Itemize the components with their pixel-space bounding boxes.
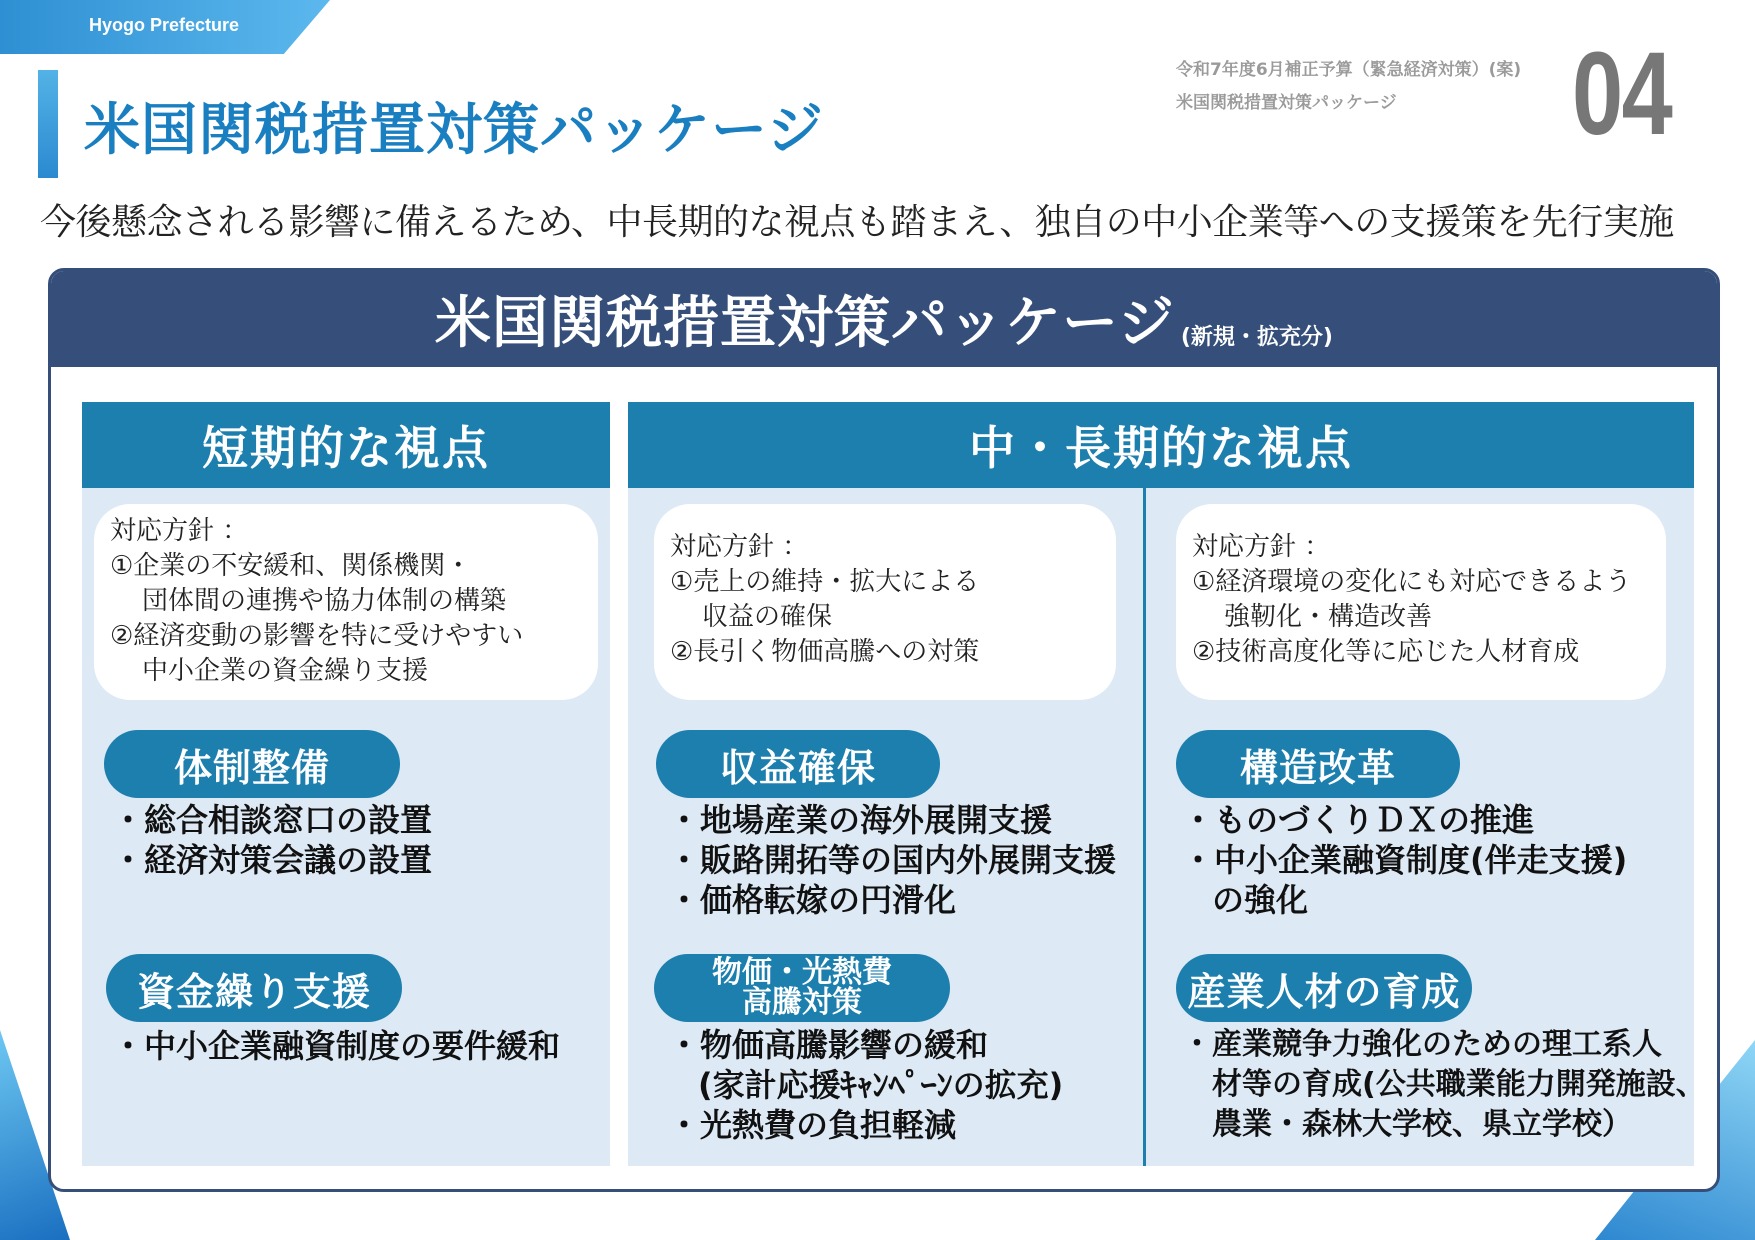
policy-line: ①経済環境の変化にも対応できるよう [1192, 567, 1632, 597]
page-subtitle: 今後懸念される影響に備えるため、中長期的な視点も踏まえ、独自の中小企業等への支援策を先行実施 [40, 202, 1674, 243]
category-pill-shueki: 収益確保 [656, 730, 940, 798]
policy-label: 対応方針 ： [1192, 532, 1331, 562]
bullet-item: ・光熱費の負担軽減 [668, 1106, 957, 1144]
bullet-item-continuation: (家計応援ｷｬﾝﾍﾟｰﾝの拡充) [698, 1066, 1064, 1104]
bullet-list-taisei [112, 800, 432, 880]
bullet-item: ・経済対策会議の設置 [112, 841, 433, 879]
meta-title-line: 米国関税措置対策パッケージ [1176, 93, 1397, 113]
policy-line: 団体間の連携や協力体制の構築 [142, 586, 507, 616]
page-number: 04 [1572, 28, 1672, 160]
policy-line: 中小企業の資金繰り支援 [142, 656, 429, 686]
category-pill-shikin: 資金繰り支援 [106, 954, 402, 1022]
policy-line: 収益の確保 [702, 602, 833, 632]
page-title: 米国関税措置対策パッケージ [84, 98, 824, 163]
bullet-item: ・販路開拓等の国内外展開支援 [668, 841, 1117, 879]
package-title: 米国関税措置対策パッケージ [434, 291, 1175, 356]
bullet-item-continuation: 農業・森林大学校、県立学校） [1212, 1107, 1632, 1142]
pill-line: 物価・光熱費 [712, 955, 892, 990]
short-term-policy-box [94, 504, 598, 700]
package-header [51, 271, 1717, 367]
bullet-item: ・産業競争力強化のための理工系人 [1182, 1027, 1662, 1062]
bullet-list-bukka [668, 1025, 1063, 1145]
policy-line: 強靭化・構造改善 [1224, 602, 1433, 632]
bullet-item: ・ものづくりＤＸの推進 [1182, 801, 1535, 839]
policy-line: ①売上の維持・拡大による [670, 567, 980, 597]
package-title-note: (新規・拡充分) [1180, 325, 1333, 350]
bullet-item: ・総合相談窓口の設置 [112, 801, 433, 839]
category-pill-taisei: 体制整備 [104, 730, 400, 798]
long-term-left-policy-box [654, 504, 1116, 700]
title-accent-bar [38, 70, 58, 178]
policy-line: ①企業の不安緩和、関係機関・ [110, 551, 472, 581]
bullet-item: ・中小企業融資制度(伴走支援) [1182, 841, 1628, 879]
policy-label: 対応方針 ： [110, 516, 249, 546]
bullet-list-jinzai [1182, 1025, 1706, 1145]
category-pill-bukka [654, 954, 950, 1022]
bullet-list-shueki [668, 800, 1116, 920]
short-term-heading: 短期的な視点 [82, 402, 610, 488]
bullet-list-kouzou [1182, 800, 1627, 920]
bullet-item: ・地場産業の海外展開支援 [668, 801, 1053, 839]
column-divider [1143, 488, 1146, 1166]
policy-line: ②経済変動の影響を特に受けやすい [110, 621, 524, 651]
meta-budget-line: 令和7年度6月補正予算（緊急経済対策）(案) [1176, 60, 1522, 80]
policy-label: 対応方針 ： [670, 532, 809, 562]
header-meta [1176, 54, 1521, 120]
long-term-right-policy-box [1176, 504, 1666, 700]
bullet-list-shikin [112, 1026, 560, 1066]
pill-line: 高騰対策 [742, 985, 862, 1020]
category-pill-jinzai: 産業人材の育成 [1176, 954, 1472, 1022]
policy-line: ②長引く物価高騰への対策 [670, 637, 980, 667]
bullet-item-continuation: 材等の育成(公共職業能力開発施設、 [1212, 1067, 1706, 1102]
bullet-item: ・中小企業融資制度の要件緩和 [112, 1027, 561, 1065]
bullet-item: ・物価高騰影響の緩和 [668, 1026, 989, 1064]
policy-line: ②技術高度化等に応じた人材育成 [1192, 637, 1580, 667]
category-pill-kouzou: 構造改革 [1176, 730, 1460, 798]
org-label: Hyogo Prefecture [89, 15, 240, 35]
bullet-item-continuation: の強化 [1212, 881, 1309, 919]
long-term-heading: 中・長期的な視点 [628, 402, 1694, 488]
bullet-item: ・価格転嫁の円滑化 [668, 881, 957, 919]
